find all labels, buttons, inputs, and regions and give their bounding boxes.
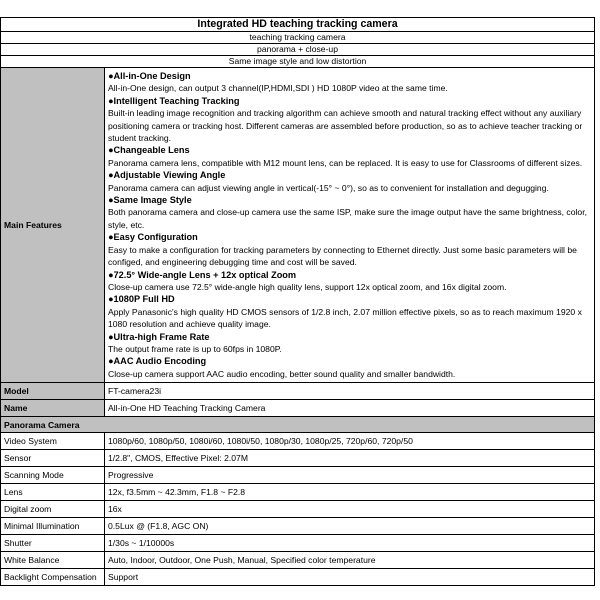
spec-value: 16x	[105, 501, 595, 518]
subtitle-row	[1, 32, 595, 44]
feature-description: The output frame rate is up to 60fps in 1080P.	[108, 343, 282, 354]
feature-heading: ●1080P Full HD	[108, 294, 175, 305]
features-label: Main Features	[1, 68, 105, 383]
spec-row	[1, 535, 595, 552]
title-row	[1, 18, 595, 32]
spec-value: Auto, Indoor, Outdoor, One Push, Manual, Specified color temperature	[105, 552, 595, 569]
spec-value: Support	[105, 569, 595, 586]
spec-row	[1, 518, 595, 535]
spec-row	[1, 450, 595, 467]
name-row	[1, 400, 595, 417]
feature-heading: ●Same Image Style	[108, 195, 192, 206]
spec-label: Sensor	[1, 450, 105, 467]
model-label: Model	[1, 383, 105, 400]
feature-heading: ●All-in-One Design	[108, 71, 191, 81]
feature-description: Built-in leading image recognition and tracking algorithm can achieve smooth and natural tracking effect without any auxiliary positioning camera or tracking host. Different cameras are assembled before production, so as to achieve teacher tracking or student tracking.	[108, 108, 583, 144]
spec-label: Video System	[1, 433, 105, 450]
subtitle-3: Same image style and low distortion	[1, 56, 595, 68]
feature-heading: ●AAC Audio Encoding	[108, 356, 207, 367]
spec-label: Digital zoom	[1, 501, 105, 518]
spec-row	[1, 484, 595, 501]
section-row	[1, 417, 595, 433]
feature-description: Apply Panasonic's high quality HD CMOS sensors of 1/2.8 inch, 2.07 million effective pixels, so as to reach maximum 1920 x 1080 resolution and achieve quality image.	[108, 306, 582, 330]
feature-heading: ●Ultra-high Frame Rate	[108, 331, 210, 342]
spec-value: Progressive	[105, 467, 595, 484]
feature-heading: ●Adjustable Viewing Angle	[108, 170, 226, 181]
features-list	[105, 68, 595, 383]
spec-table	[0, 17, 595, 586]
feature-description: All-in-One design, can output 3 channel(IP,HDMI,SDI ) HD 1080P video at the same time.	[108, 83, 448, 94]
feature-description: Both panorama camera and close-up camera use the same ISP, make sure the image output have the same brightness, color, style, etc.	[108, 207, 587, 230]
spec-label: Minimal Illumination	[1, 518, 105, 535]
spec-value: 12x, f3.5mm ~ 42.3mm, F1.8 ~ F2.8	[105, 484, 595, 501]
subtitle-row	[1, 44, 595, 56]
spec-label: Lens	[1, 484, 105, 501]
sheet-title: Integrated HD teaching tracking camera	[1, 18, 595, 32]
spec-row	[1, 433, 595, 450]
feature-description: Close-up camera support AAC audio encoding, better sound quality and smaller bandwidth.	[108, 368, 456, 379]
spec-value: 1080p/60, 1080p/50, 1080i/60, 1080i/50, 1080p/30, 1080p/25, 720p/60, 720p/50	[105, 433, 595, 450]
subtitle-row	[1, 56, 595, 68]
feature-description: Easy to make a configuration for tracking parameters by connecting to Ethernet directly. Just some basic parameters will be configed, and engineering debugging time and cost will be saved.	[108, 244, 577, 268]
model-row	[1, 383, 595, 400]
spec-value: 1/2.8", CMOS, Effective Pixel: 2.07M	[105, 450, 595, 467]
feature-description: Panorama camera lens, compatible with M12 mount lens, can be replaced. It is easy to use for Classrooms of different sizes.	[108, 157, 583, 168]
spec-label: Backlight Compensation	[1, 569, 105, 586]
feature-heading: ●Changeable Lens	[108, 145, 190, 156]
section-panorama-camera: Panorama Camera	[1, 417, 595, 433]
name-value: All-in-One HD Teaching Tracking Camera	[105, 400, 595, 417]
feature-heading: ●Easy Configuration	[108, 232, 198, 243]
spec-value: 1/30s ~ 1/10000s	[105, 535, 595, 552]
feature-description: Panorama camera can adjust viewing angle in vertical(-15° ~ 0°), so as to convenient for installation and degugging.	[108, 182, 549, 193]
subtitle-1: teaching tracking camera	[1, 32, 595, 44]
model-value: FT-camera23i	[105, 383, 595, 400]
spec-value: 0.5Lux @ (F1.8, AGC ON)	[105, 518, 595, 535]
spec-row	[1, 569, 595, 586]
feature-description: Close-up camera use 72.5° wide-angle high quality lens, support 12x optical zoom, and 16x digital zoom.	[108, 281, 507, 292]
spec-row	[1, 501, 595, 518]
feature-heading: ●Intelligent Teaching Tracking	[108, 95, 240, 106]
spec-label: Scanning Mode	[1, 467, 105, 484]
feature-heading: ●72.5° Wide-angle Lens + 12x optical Zoom	[108, 269, 297, 280]
spec-label: Shutter	[1, 535, 105, 552]
name-label: Name	[1, 400, 105, 417]
spec-row	[1, 467, 595, 484]
spec-label: White Balance	[1, 552, 105, 569]
spec-sheet	[0, 17, 594, 586]
features-row	[1, 68, 595, 383]
spec-row	[1, 552, 595, 569]
subtitle-2: panorama + close-up	[1, 44, 595, 56]
